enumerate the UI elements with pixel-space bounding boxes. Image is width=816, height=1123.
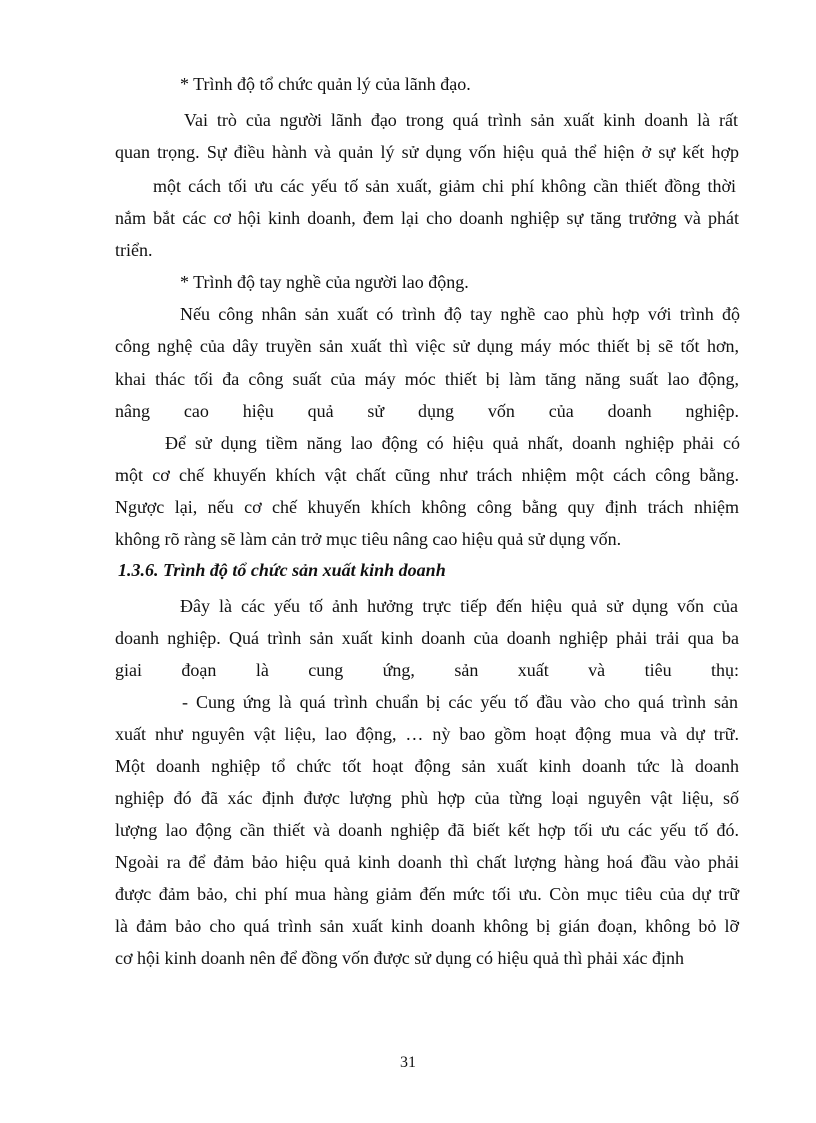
text-line: công nghệ của dây truyền sản xuất thì việc sử dụng máy móc thiết bị sẽ tốt hơn,	[115, 336, 739, 356]
text-line: Ngược lại, nếu cơ chế khuyến khích không công bằng quy định trách nhiệm	[115, 497, 739, 517]
text-line: Để sử dụng tiềm năng lao động có hiệu quả nhất, doanh nghiệp phải có	[165, 433, 740, 453]
text-line: * Trình độ tổ chức quản lý của lãnh đạo.	[180, 74, 471, 94]
text-line: là đảm bảo cho quá trình sản xuất kinh doanh không bị gián đoạn, không bỏ lỡ	[115, 916, 739, 936]
text-line: một cơ chế khuyến khích vật chất cũng như trách nhiệm một cách công bằng.	[115, 465, 739, 485]
text-line: - Cung ứng là quá trình chuẩn bị các yếu tố đầu vào cho quá trình sản	[182, 692, 738, 712]
text-line: lượng lao động cần thiết và doanh nghiệp đã biết kết hợp tối ưu các yếu tố đó.	[115, 820, 739, 840]
text-line: * Trình độ tay nghề của người lao động.	[180, 272, 469, 292]
text-line: cơ hội kinh doanh nên để đồng vốn được sử dụng có hiệu quả thì phải xác định	[115, 948, 684, 968]
text-line: giai đoạn là cung ứng, sản xuất và tiêu thụ:	[115, 660, 739, 680]
text-line: xuất như nguyên vật liệu, lao động, … nỳ bao gồm hoạt động mua và dự trữ.	[115, 724, 739, 744]
text-line: nắm bắt các cơ hội kinh doanh, đem lại cho doanh nghiệp sự tăng trưởng và phát	[115, 208, 739, 228]
text-line: Một doanh nghiệp tổ chức tốt hoạt động sản xuất kinh doanh tức là doanh	[115, 756, 739, 776]
text-line: nghiệp đó đã xác định được lượng phù hợp của từng loại nguyên vật liệu, số	[115, 788, 739, 808]
section-heading: 1.3.6. Trình độ tổ chức sản xuất kinh doanh	[118, 560, 446, 580]
text-line: Đây là các yếu tố ảnh hưởng trực tiếp đến hiệu quả sử dụng vốn của	[180, 596, 738, 616]
text-line: Ngoài ra để đảm bảo hiệu quả kinh doanh thì chất lượng hàng hoá đầu vào phải	[115, 852, 739, 872]
text-line: triển.	[115, 240, 153, 260]
text-line: khai thác tối đa công suất của máy móc thiết bị làm tăng năng suất lao động,	[115, 369, 739, 389]
text-line: Nếu công nhân sản xuất có trình độ tay nghề cao phù hợp với trình độ	[180, 304, 740, 324]
text-line: Vai trò của người lãnh đạo trong quá trình sản xuất kinh doanh là rất	[184, 110, 738, 130]
text-line: doanh nghiệp. Quá trình sản xuất kinh doanh của doanh nghiệp phải trải qua ba	[115, 628, 739, 648]
text-line: không rõ ràng sẽ làm cản trở mục tiêu nâng cao hiệu quả sử dụng vốn.	[115, 529, 622, 549]
page-number: 31	[400, 1054, 416, 1071]
text-line: quan trọng. Sự điều hành và quản lý sử dụng vốn hiệu quả thể hiện ở sự kết hợp	[115, 142, 739, 162]
text-line: một cách tối ưu các yếu tố sản xuất, giảm chi phí không cần thiết đồng thời	[153, 176, 736, 196]
text-line: nâng cao hiệu quả sử dụng vốn của doanh nghiệp.	[115, 401, 739, 421]
text-line: được đảm bảo, chi phí mua hàng giảm đến mức tối ưu. Còn mục tiêu của dự trữ	[115, 884, 739, 904]
